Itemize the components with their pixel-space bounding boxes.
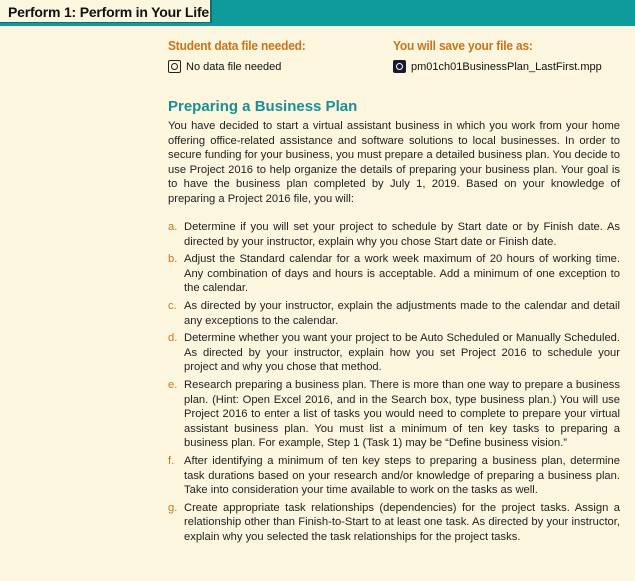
student-data-column: [168, 38, 318, 73]
list-item: [168, 299, 620, 328]
list-item-letter: d.: [168, 332, 178, 345]
list-item: [168, 220, 620, 249]
list-item-text: Create appropriate task relationships (dependencies) for the project tasks. Assign a relationship other than Finish-to-Start to at least one task. As directed by your instructor, explain why you selected the task relationships for the project tasks.: [184, 501, 620, 543]
list-item: [168, 331, 620, 375]
header-tab: [0, 0, 212, 23]
list-item-text: Adjust the Standard calendar for a work week maximum of 20 hours of working time. Any combination of days and hours is acceptable. Add a minimum of one exception to the calendar.: [184, 253, 620, 295]
list-item-text: Determine whether you want your project to be Auto Scheduled or Manually Scheduled. As directed by your instructor, explain how you set Project 2016 to schedule your project and why you chose that method.: [184, 332, 620, 374]
project-file-icon: [393, 60, 406, 73]
list-item-letter: f.: [168, 454, 175, 467]
student-data-file-text: No data file needed: [186, 60, 282, 73]
list-item-letter: e.: [168, 378, 178, 391]
list-item: [168, 501, 620, 545]
list-item: [168, 252, 620, 296]
list-item-letter: b.: [168, 253, 178, 266]
student-data-file: [168, 60, 318, 73]
task-list: [168, 220, 620, 547]
section-title: Preparing a Business Plan: [168, 98, 358, 115]
save-file-label: You will save your file as:: [393, 38, 533, 53]
list-item-letter: a.: [168, 221, 178, 233]
header-tab-title: Perform 1: Perform in Your Life: [8, 4, 209, 20]
list-item-text: Determine if you will set your project to schedule by Start date or by Finish date. As directed by your instructor, explain why you chose Start date or Finish date.: [184, 221, 620, 248]
save-file-name: [393, 60, 602, 73]
list-item-text: Research preparing a business plan. There is more than one way to prepare a business plan. (Hint: Open Excel 2016, and in the Search box, type business plan.) You will use Project 2016 to enter a list of tasks you would need to complete to prepare your virtual assistant business plan. You must list a minimum of ten key tasks to preparing a business plan. For example, Step 1 (Task 1) may be “Define business vision.”: [184, 378, 620, 450]
list-item-text: After identifying a minimum of ten key steps to preparing a business plan, determine task durations based on your research and/or knowledge of preparing a business plan. Take into consideration your time available to work on the tasks as well.: [184, 454, 620, 497]
intro-paragraph: You have decided to start a virtual assistant business in which you work from your home offering office-related assistance and software solutions to local businesses. In order to secure funding for your business, you must prepare a detailed business plan. You decide to use Project 2016 to help organize the details of preparing your business plan. Your goal is to have the business plan completed by July 1, 2019. Based on your knowledge of preparing a Project 2016 file, you will:: [168, 120, 620, 205]
list-item-text: As directed by your instructor, explain the adjustments made to the calendar and detail any exceptions to the calendar.: [184, 299, 620, 327]
student-data-label: Student data file needed:: [168, 38, 306, 53]
save-file-name-text: pm01ch01BusinessPlan_LastFirst.mpp: [411, 60, 602, 73]
list-item: [168, 454, 620, 498]
data-file-icon: [168, 60, 181, 73]
list-item-letter: c.: [168, 299, 177, 312]
list-item: [168, 378, 620, 451]
list-item-letter: g.: [168, 501, 178, 514]
save-file-column: [393, 38, 602, 73]
